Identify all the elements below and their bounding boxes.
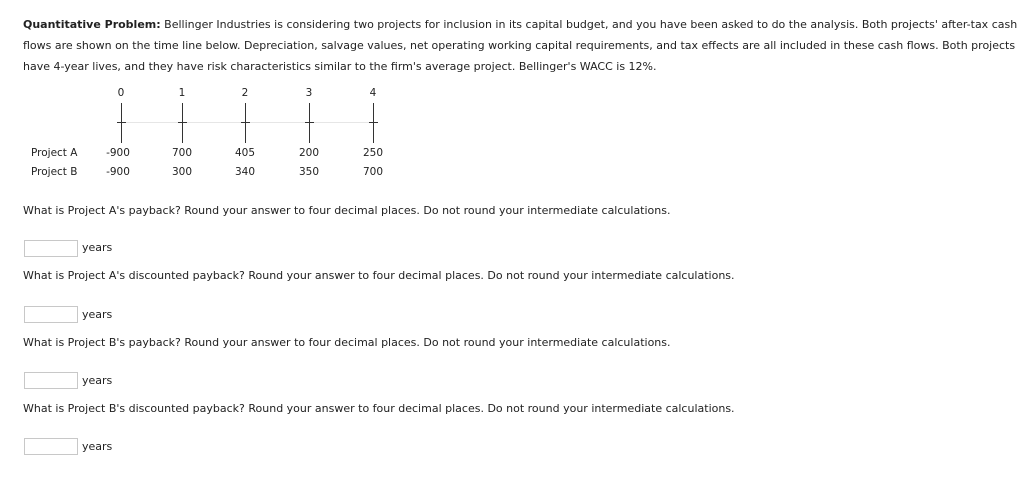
period-tick-2 <box>245 103 246 143</box>
question-a-payback: What is Project A's payback? Round your answer to four decimal places. Do not round your intermediate calculations. <box>23 204 671 217</box>
timeline-segment <box>309 122 373 123</box>
units-label: years <box>82 374 113 387</box>
answer-input-a-discounted-payback[interactable] <box>24 306 78 323</box>
units-label: years <box>82 241 113 254</box>
answer-input-a-payback[interactable] <box>24 240 78 257</box>
project-b-cf-0: -900 <box>106 166 130 178</box>
timeline-segment <box>121 122 182 123</box>
project-b-cf-4: 700 <box>362 166 384 178</box>
timeline-segment <box>245 122 309 123</box>
answer-input-b-payback[interactable] <box>24 372 78 389</box>
answer-input-b-discounted-payback[interactable] <box>24 438 78 455</box>
project-a-cf-2: 405 <box>234 147 256 159</box>
project-b-cf-1: 300 <box>171 166 193 178</box>
project-b-cf-2: 340 <box>234 166 256 178</box>
problem-text: Bellinger Industries is considering two projects for inclusion in its capital budget, and you have been asked to do the analysis. Both projects' after-tax cash flows are shown on the time line below. Depreciation, salvage values, net operating working capital requirements, and tax effects are all included in these cash flows. Both projects have 4-year lives, and they have risk characteristics similar to the firm's average project. Bellinger's WACC is 12%. <box>23 18 1018 73</box>
period-label-4: 4 <box>369 87 377 99</box>
project-a-label: Project A <box>31 147 78 159</box>
period-tick-0 <box>121 103 122 143</box>
question-b-payback: What is Project B's payback? Round your answer to four decimal places. Do not round your intermediate calculations. <box>23 336 671 349</box>
period-label-2: 2 <box>241 87 249 99</box>
period-label-1: 1 <box>178 87 186 99</box>
units-label: years <box>82 308 113 321</box>
period-label-3: 3 <box>305 87 313 99</box>
question-b-discounted-payback: What is Project B's discounted payback? Round your answer to four decimal places. Do not round your intermediate calculations. <box>23 402 735 415</box>
project-a-cf-0: -900 <box>106 147 130 159</box>
timeline-segment <box>182 122 245 123</box>
project-a-cf-3: 200 <box>298 147 320 159</box>
period-label-0: 0 <box>117 87 125 99</box>
project-a-cf-1: 700 <box>171 147 193 159</box>
cash-flow-timeline <box>0 0 1024 190</box>
project-b-cf-3: 350 <box>298 166 320 178</box>
period-tick-3 <box>309 103 310 143</box>
question-a-discounted-payback: What is Project A's discounted payback? Round your answer to four decimal places. Do not round your intermediate calculations. <box>23 269 735 282</box>
units-label: years <box>82 440 113 453</box>
project-a-cf-4: 250 <box>362 147 384 159</box>
problem-label: Quantitative Problem: <box>23 18 161 31</box>
period-tick-1 <box>182 103 183 143</box>
project-b-label: Project B <box>31 166 78 178</box>
period-tick-4 <box>373 103 374 143</box>
